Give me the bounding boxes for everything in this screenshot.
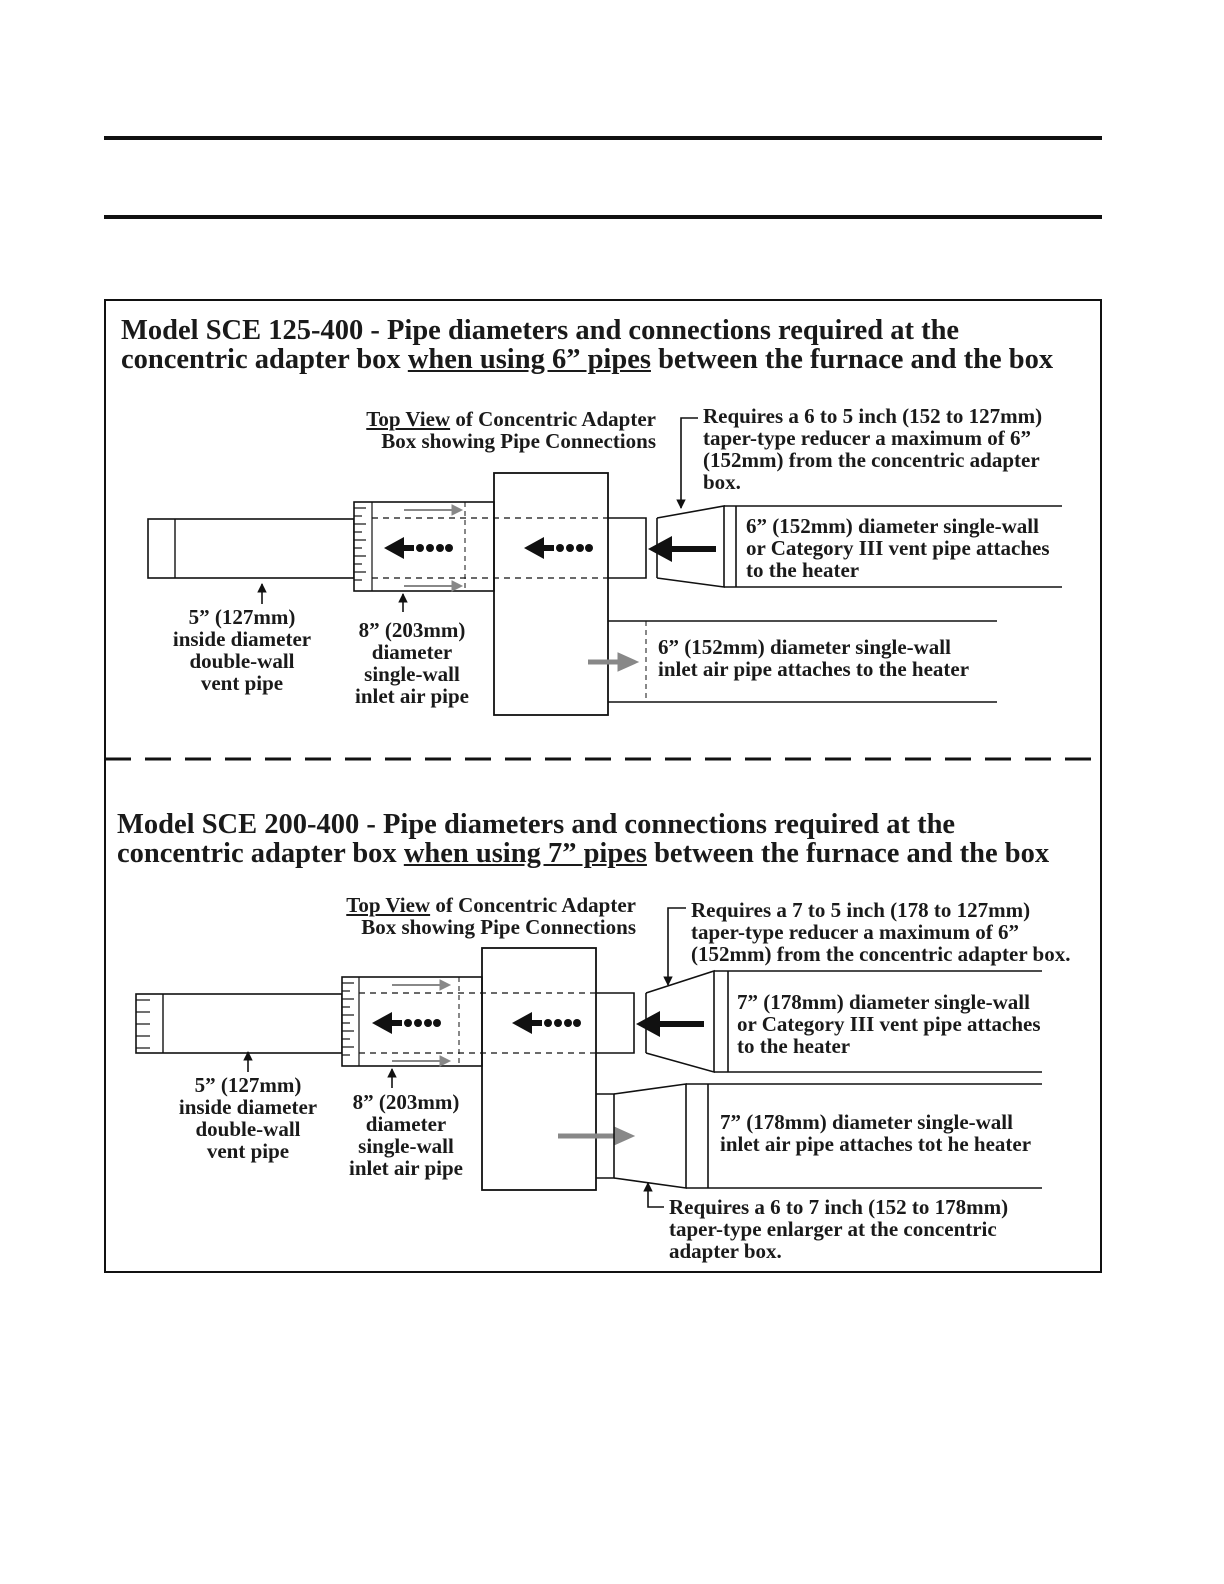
note-line: 7” (178mm) diameter single-wall bbox=[737, 990, 1030, 1014]
reducer-callout-line bbox=[681, 418, 698, 508]
note-line: 6” (152mm) diameter single-wall bbox=[746, 514, 1039, 538]
vent-pipe-5in bbox=[148, 519, 354, 578]
panel2-inlet-note bbox=[720, 1111, 1031, 1155]
note-line: Requires a 6 to 5 inch (152 to 127mm) bbox=[703, 404, 1043, 428]
note-line: 7” (178mm) diameter single-wall bbox=[720, 1110, 1013, 1134]
label-line: inside diameter bbox=[178, 1095, 318, 1119]
note-line: inlet air pipe attaches tot he heater bbox=[720, 1132, 1032, 1156]
panel1-vent-outlet-note bbox=[746, 515, 1050, 581]
panel1-reducer-note bbox=[703, 405, 1042, 493]
label-line: double-wall bbox=[195, 1117, 301, 1141]
title-text: between the furnace and the box bbox=[650, 344, 1054, 375]
panel1-top-view-caption bbox=[352, 408, 656, 452]
concentric-adapter-box bbox=[482, 948, 596, 1190]
label-line: vent pipe bbox=[206, 1139, 290, 1163]
note-line: taper-type reducer a maximum of 6” bbox=[691, 920, 1019, 944]
label-line: 5” (127mm) bbox=[188, 605, 296, 629]
panel1-inlet-pipe-label bbox=[332, 619, 492, 707]
caption-line bbox=[352, 408, 656, 430]
caption-text: of Concentric Adapter bbox=[450, 407, 656, 431]
title-text: between the furnace and the box bbox=[646, 838, 1050, 869]
caption-line: Box showing Pipe Connections bbox=[361, 915, 636, 939]
label-line: diameter bbox=[371, 640, 453, 664]
panel2-vent-pipe-label bbox=[158, 1074, 338, 1162]
label-line: diameter bbox=[365, 1112, 447, 1136]
title-text: concentric adapter box bbox=[121, 344, 408, 375]
note-line: 6” (152mm) diameter single-wall bbox=[658, 635, 951, 659]
note-line: to the heater bbox=[737, 1034, 851, 1058]
panel1-title-line1: Model SCE 125-400 - Pipe diameters and connections required at the bbox=[121, 315, 960, 346]
label-line: single-wall bbox=[358, 1134, 454, 1158]
panel1-vent-pipe-label bbox=[152, 606, 332, 694]
label-line: vent pipe bbox=[200, 671, 284, 695]
note-line: adapter box. bbox=[669, 1239, 782, 1263]
panel1-inlet-note bbox=[658, 636, 969, 680]
label-line: double-wall bbox=[189, 649, 295, 673]
enlarger-callout-line bbox=[648, 1183, 664, 1207]
panel2-inlet-pipe-label bbox=[326, 1091, 486, 1179]
caption-line: Box showing Pipe Connections bbox=[381, 429, 656, 453]
label-line: inlet air pipe bbox=[349, 1156, 463, 1180]
note-line: box. bbox=[703, 470, 741, 494]
title-emphasis: when using 7” pipes bbox=[403, 838, 647, 869]
label-line: inside diameter bbox=[172, 627, 312, 651]
panel2-vent-outlet-note bbox=[737, 991, 1041, 1057]
panel2-reducer-note bbox=[691, 899, 1070, 965]
label-line: 8” (203mm) bbox=[352, 1090, 460, 1114]
note-line: inlet air pipe attaches to the heater bbox=[658, 657, 970, 681]
title-text: concentric adapter box bbox=[117, 838, 404, 869]
panel2-enlarger-note bbox=[669, 1196, 1008, 1262]
label-line: inlet air pipe bbox=[355, 684, 469, 708]
title-emphasis: when using 6” pipes bbox=[407, 344, 651, 375]
caption-emphasis: Top View bbox=[346, 893, 431, 917]
panel2-top-view-caption bbox=[332, 894, 636, 938]
note-line: (152mm) from the concentric adapter bbox=[703, 448, 1040, 472]
label-line: single-wall bbox=[364, 662, 460, 686]
note-line: taper-type enlarger at the concentric bbox=[669, 1217, 997, 1241]
caption-line bbox=[332, 894, 636, 916]
vent-pipe-5in bbox=[136, 994, 342, 1053]
label-line: 8” (203mm) bbox=[358, 618, 466, 642]
note-line: Requires a 6 to 7 inch (152 to 178mm) bbox=[669, 1195, 1009, 1219]
caption-text: of Concentric Adapter bbox=[430, 893, 636, 917]
panel2-title-line1: Model SCE 200-400 - Pipe diameters and connections required at the bbox=[117, 809, 956, 840]
panel1-title-line2 bbox=[121, 345, 1053, 375]
note-line: (152mm) from the concentric adapter box. bbox=[691, 942, 1071, 966]
note-line: taper-type reducer a maximum of 6” bbox=[703, 426, 1031, 450]
reducer-callout-line bbox=[668, 908, 686, 985]
note-line: Requires a 7 to 5 inch (178 to 127mm) bbox=[691, 898, 1031, 922]
panel2-title-line2 bbox=[117, 839, 1049, 869]
label-line: 5” (127mm) bbox=[194, 1073, 302, 1097]
concentric-adapter-box bbox=[494, 473, 608, 715]
note-line: or Category III vent pipe attaches bbox=[737, 1012, 1041, 1036]
note-line: or Category III vent pipe attaches bbox=[746, 536, 1050, 560]
note-line: to the heater bbox=[746, 558, 860, 582]
caption-emphasis: Top View bbox=[366, 407, 451, 431]
